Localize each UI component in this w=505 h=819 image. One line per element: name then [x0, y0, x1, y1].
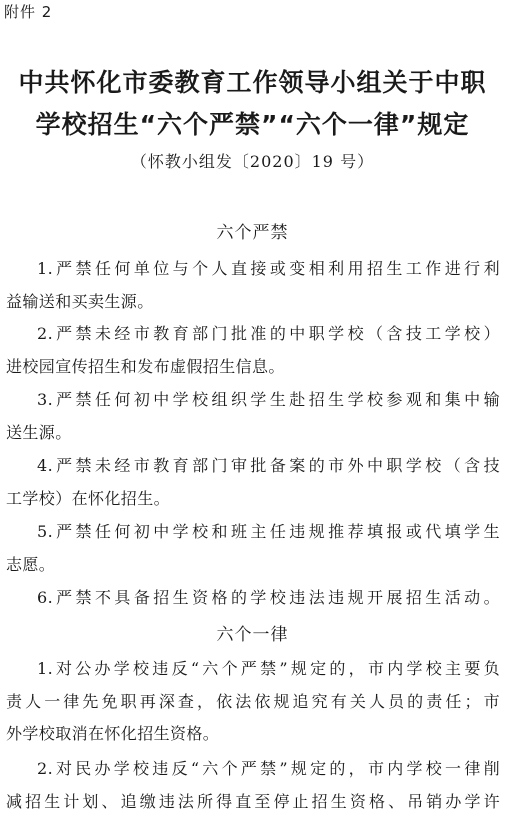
paragraph-line: 责人一律先免职再深查，依法依规追究有关人员的责任；市 [6, 691, 500, 711]
paragraph-line: 益输送和买卖生源。 [6, 291, 154, 311]
document-number: （怀教小组发〔2020〕19 号） [130, 152, 375, 171]
paragraph-line: 6.严禁不具备招生资格的学校违法违规开展招生活动。 [37, 588, 500, 607]
prohibition-item-4 [6, 450, 500, 515]
paragraph-line: 志愿。 [6, 554, 56, 574]
paragraph-line: 1.严禁任何单位与个人直接或变相利用招生工作进行利 [37, 259, 500, 278]
prohibition-item-3 [6, 384, 500, 449]
paragraph-line: 1.对公办学校违反“六个严禁”规定的，市内学校主要负 [37, 659, 500, 678]
paragraph-line: 3.严禁任何初中学校组织学生赴招生学校参观和集中输 [37, 390, 500, 409]
paragraph-line: 外学校取消在怀化招生资格。 [6, 724, 220, 743]
section-heading-liuge-yanjin: 六个严禁 [216, 223, 289, 243]
penalty-item-2 [6, 753, 500, 818]
paragraph-line: 进校园宣传招生和发布虚假招生信息。 [6, 356, 285, 376]
paragraph-line: 工学校）在怀化招生。 [6, 488, 171, 508]
prohibition-item-1 [6, 253, 500, 318]
attachment-label: 附件 2 [4, 3, 53, 21]
paragraph-line: 4.严禁未经市教育部门审批备案的市外中职学校（含技 [37, 456, 500, 475]
prohibition-item-5 [6, 516, 500, 581]
prohibition-item-2 [6, 318, 500, 383]
document-title-line-1: 中共怀化市委教育工作领导小组关于中职 [18, 68, 487, 97]
penalty-item-1 [6, 653, 500, 751]
document-title [0, 62, 505, 146]
prohibition-item-6 [6, 582, 500, 615]
document-title-line-2: 学校招生“六个严禁”“六个一律”规定 [35, 110, 470, 139]
paragraph-line: 减招生计划、追缴违法所得直至停止招生资格、吊销办学许 [6, 791, 500, 811]
paragraph-line: 2.严禁未经市教育部门批准的中职学校（含技工学校） [37, 324, 500, 343]
section-heading-liuge-yilv: 六个一律 [216, 625, 289, 645]
paragraph-line: 5.严禁任何初中学校和班主任违规推荐填报或代填学生 [37, 522, 500, 541]
paragraph-line: 送生源。 [6, 422, 72, 442]
paragraph-line: 2.对民办学校违反“六个严禁”规定的，市内学校一律削 [37, 759, 500, 778]
